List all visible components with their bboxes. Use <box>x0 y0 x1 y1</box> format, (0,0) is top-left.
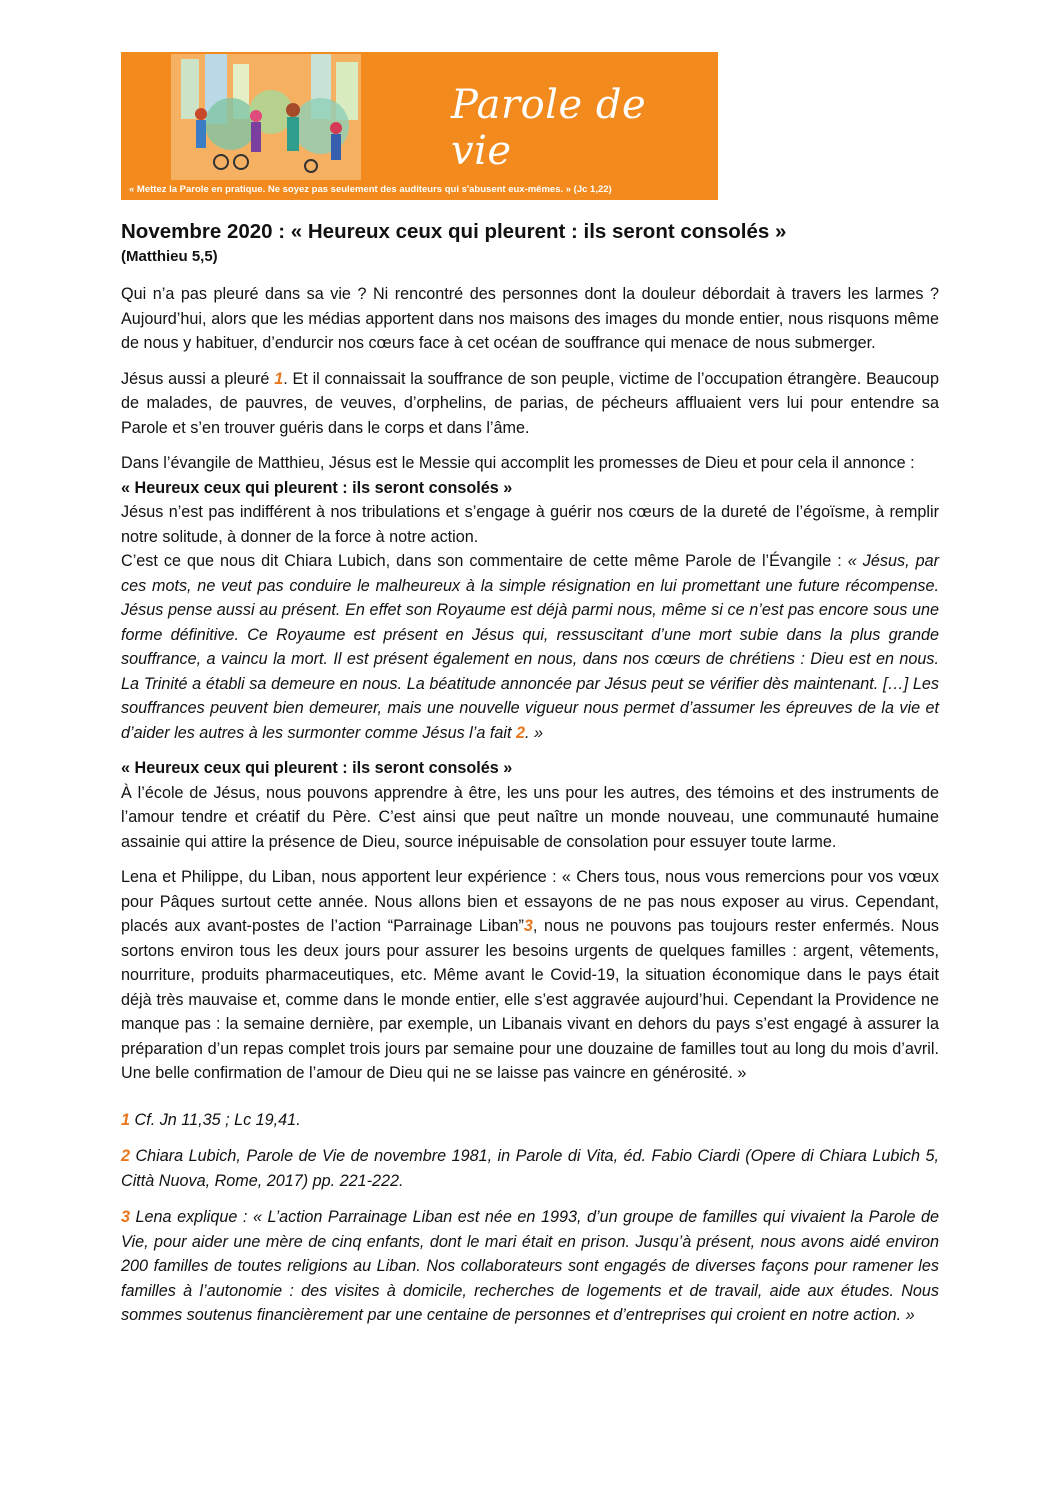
footnote-number: 3 <box>121 1208 131 1226</box>
paragraph-4: Jésus n’est pas indifférent à nos tribulations et s’engage à guérir nos cœurs de la dureté de l’égoïsme, à remplir notre solitude, à donner de la force à notre action. <box>121 503 939 546</box>
footnote-marker-1: 1 <box>274 369 284 388</box>
document-body <box>121 218 939 1340</box>
paragraph-2-text-b: . Et il connaissait la souffrance de son peuple, victime de l’occupation étrangère. Beaucoup de malades, de pauvres, de veuves, d’orphelins, de parias, de pécheurs affluaient vers lui pour entendre sa Parole et s’en trouver guéris dans le corps et dans l’âme. <box>121 369 939 437</box>
beatitude-heading-2: « Heureux ceux qui pleurent : ils seront consolés » <box>121 759 513 777</box>
paragraph-7-text-b: , nous ne pouvons pas toujours rester enfermés. Nous sortons environ tous les deux jours pour assurer les besoins urgents de quelques familles : argent, vêtements, nourriture, produits pharmaceutiques, etc. Même avant le Covid-19, la situation économique dans le pays était déjà très mauvaise et, comme dans le monde entier, elle s’est aggravée aujourd’hui. Cependant la Providence ne manque pas : la semaine dernière, par exemple, un Libanais vivant en dehors du pays s’est engagé à assurer la préparation d’un repas complet trois jours par semaine pour une douzaine de familles tout au long du mois d’avril. Une belle confirmation de l’amour de Dieu qui ne se laisse pas vaincre en générosité. » <box>121 917 939 1082</box>
page-title: Novembre 2020 : « Heureux ceux qui pleurent : ils seront consolés » <box>121 220 787 243</box>
families-illustration <box>171 54 361 180</box>
chiara-lubich-quote: « Jésus, par ces mots, ne veut pas conduire le malheureux à la simple résignation en lui promettant une future récompense. Jésus pense aussi au présent. En effet son Royaume est déjà parmi nous, même si ce n’est pas encore sous une forme définitive. Ce Royaume est présent en Jésus qui, ressuscitant d’une mort subie dans la plus grande souffrance, a vaincu la mort. Il est présent également en nous, dans nos cœurs de chrétiens : Dieu est en nous. La Trinité a établi sa demeure en nous. La béatitude annoncée par Jésus peut se vérifier dès maintenant. […] Les souffrances peuvent bien demeurer, mais une nouvelle vigueur nous permet d’assumer les épreuves de la vie et d’aider les autres à les surmonter comme Jésus l’a fait <box>121 552 939 742</box>
footnote-3 <box>121 1205 939 1328</box>
paragraph-7-text-a: Lena et Philippe, du Liban, nous apportent leur expérience : « Chers tous, nous vous remercions pour vos vœux pour Pâques surtout cette année. Nous allons bien et essayons de ne pas nous exposer au virus. Cependant, placés aux avant-postes de l’action “Parrainage Liban” <box>121 868 939 935</box>
paragraph-5-intro: C’est ce que nous dit Chiara Lubich, dans son commentaire de cette même Parole de l’Évangile : <box>121 552 848 570</box>
paragraph-6: À l’école de Jésus, nous pouvons apprendre à être, les uns pour les autres, des témoins et des instruments de l’amour tendre et créatif du Père. C’est ainsi que peut naître un monde nouveau, une communauté humaine assainie qui attire la présence de Dieu, source inépuisable de consolation pour essuyer toute larme. <box>121 783 939 851</box>
footnote-text: Chiara Lubich, Parole de Vie de novembre 1981, in Parole di Vita, éd. Fabio Ciardi (Opere di Chiara Lubich 5, Città Nuova, Rome, 2017) pp. 221-222. <box>121 1147 939 1190</box>
quote-end: . » <box>524 723 543 742</box>
paragraph-1: Qui n’a pas pleuré dans sa vie ? Ni rencontré des personnes dont la douleur débordait à travers les larmes ? Aujourd’hui, alors que les médias apportent dans nos maisons des images du monde entier, nous risquons même de nous y habituer, d’endurcir nos cœurs face à cet océan de souffrance qui menace de nous submerger. <box>121 285 939 352</box>
banner-quote: « Mettez la Parole en pratique. Ne soyez pas seulement des auditeurs qui s'abusent eux-mêmes. » (Jc 1,22) <box>129 184 612 195</box>
footnote-2 <box>121 1144 939 1193</box>
paragraph-2-text-a: Jésus aussi a pleuré <box>121 369 275 388</box>
footnote-number: 1 <box>121 1110 131 1129</box>
banner-title: Parole de vie <box>451 82 647 174</box>
footnote-text: Lena explique : « L’action Parrainage Liban est née en 1993, d’un groupe de familles qui vivaient la Parole de Vie, pour aider une mère de cinq enfants, dont le mari était en prison. Jusqu’à présent, nous avons aidé environ 200 familles de toutes religions au Liban. Nos collaborateurs sont engagés de diverses façons pour ramener les familles à l’autonomie : des visites à domicile, recherches de logements et de travail, aide aux études. Nous sommes soutenus financièrement par une centaine de personnes et d’entreprises qui croient en notre action. » <box>121 1208 939 1324</box>
scripture-reference: (Matthieu 5,5) <box>121 248 218 265</box>
footnote-marker-3: 3 <box>523 917 533 935</box>
footnote-1 <box>121 1108 939 1133</box>
footnote-number: 2 <box>121 1147 131 1165</box>
paragraph-3: Dans l’évangile de Matthieu, Jésus est le Messie qui accomplit les promesses de Dieu et pour cela il annonce : <box>121 454 915 472</box>
beatitude-heading-1: « Heureux ceux qui pleurent : ils seront consolés » <box>121 478 513 497</box>
footnotes <box>121 1108 939 1328</box>
paragraph-7 <box>121 865 939 1086</box>
header-banner <box>121 52 718 200</box>
paragraph-5 <box>121 549 939 745</box>
footnote-text: Cf. Jn 11,35 ; Lc 19,41. <box>130 1110 301 1129</box>
footnote-marker-2: 2 <box>515 723 525 742</box>
paragraph-2 <box>121 367 939 441</box>
